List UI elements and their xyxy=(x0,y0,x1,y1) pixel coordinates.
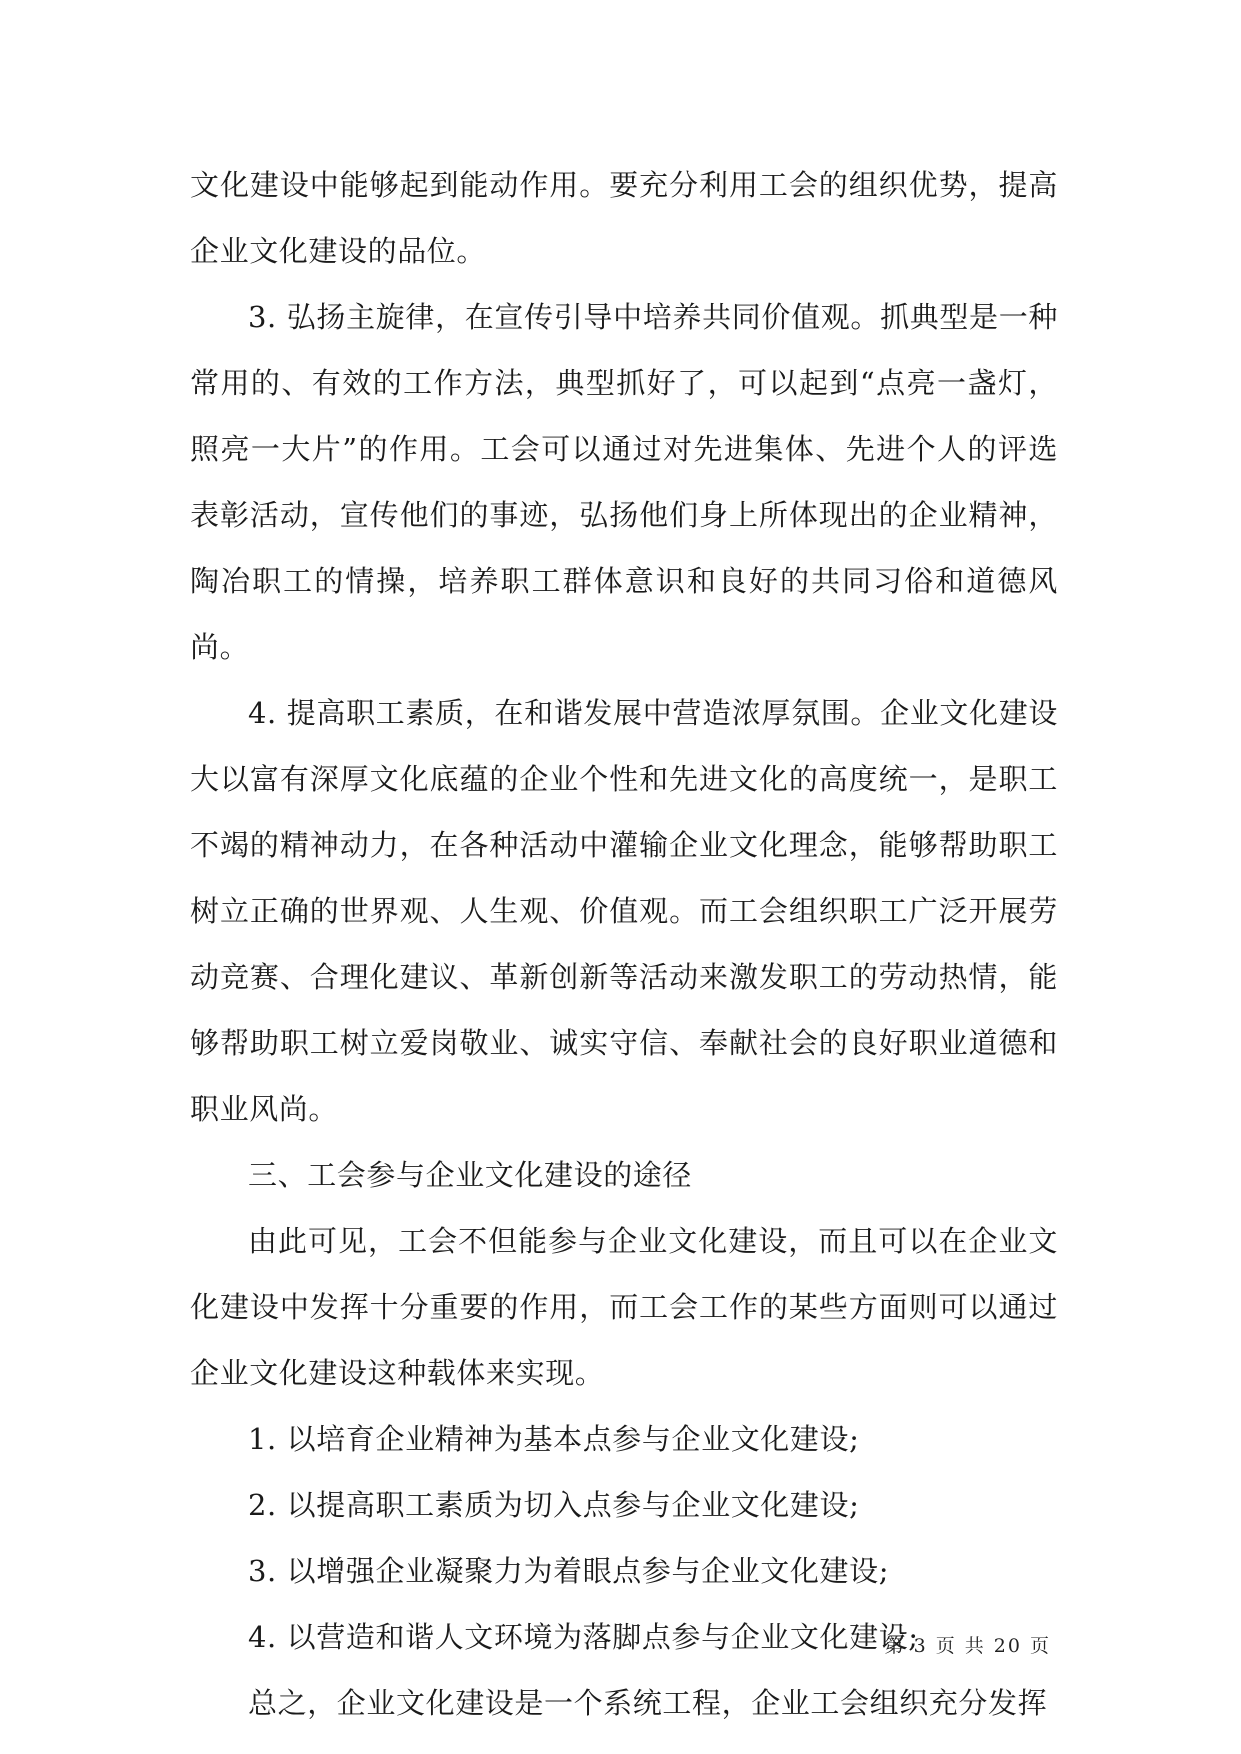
paragraph-summary: 由此可见，工会不但能参与企业文化建设，而且可以在企业文化建设中发挥十分重要的作用，而工会工作的某些方面则可以通过企业文化建设这种载体来实现。 xyxy=(190,1224,1058,1390)
list-item: 3. 以增强企业凝聚力为着眼点参与企业文化建设; xyxy=(248,1554,890,1588)
list-item: 1. 以培育企业精神为基本点参与企业文化建设; xyxy=(248,1422,860,1456)
paragraph-continuation: 文化建设中能够起到能动作用。要充分利用工会的组织优势，提高企业文化建设的品位。 xyxy=(190,168,1058,268)
section-heading: 三、工会参与企业文化建设的途径 xyxy=(248,1158,693,1192)
document-body xyxy=(190,152,1058,1736)
paragraph-point-4: 4. 提高职工素质，在和谐发展中营造浓厚氛围。企业文化建设大以富有深厚文化底蕴的企业个性和先进文化的高度统一，是职工不竭的精神动力，在各种活动中灌输企业文化理念，能够帮助职工树立正确的世界观、人生观、价值观。而工会组织职工广泛开展劳动竞赛、合理化建议、革新创新等活动来激发职工的劳动热情，能够帮助职工树立爱岗敬业、诚实守信、奉献社会的良好职业道德和职业风尚。 xyxy=(190,696,1058,1126)
list-item: 4. 以营造和谐人文环境为落脚点参与企业文化建设; xyxy=(248,1620,919,1654)
page-number: 第 3 页 共 20 页 xyxy=(884,1635,1051,1657)
paragraph-conclusion: 总之，企业文化建设是一个系统工程，企业工会组织充分发挥 xyxy=(248,1686,1048,1720)
list-item: 2. 以提高职工素质为切入点参与企业文化建设; xyxy=(248,1488,860,1522)
paragraph-point-3: 3. 弘扬主旋律，在宣传引导中培养共同价值观。抓典型是一种常用的、有效的工作方法，典型抓好了，可以起到“点亮一盏灯，照亮一大片”的作用。工会可以通过对先进集体、先进个人的评选表彰活动，宣传他们的事迹，弘扬他们身上所体现出的企业精神，陶冶职工的情操，培养职工群体意识和良好的共同习俗和道德风尚。 xyxy=(190,300,1058,664)
